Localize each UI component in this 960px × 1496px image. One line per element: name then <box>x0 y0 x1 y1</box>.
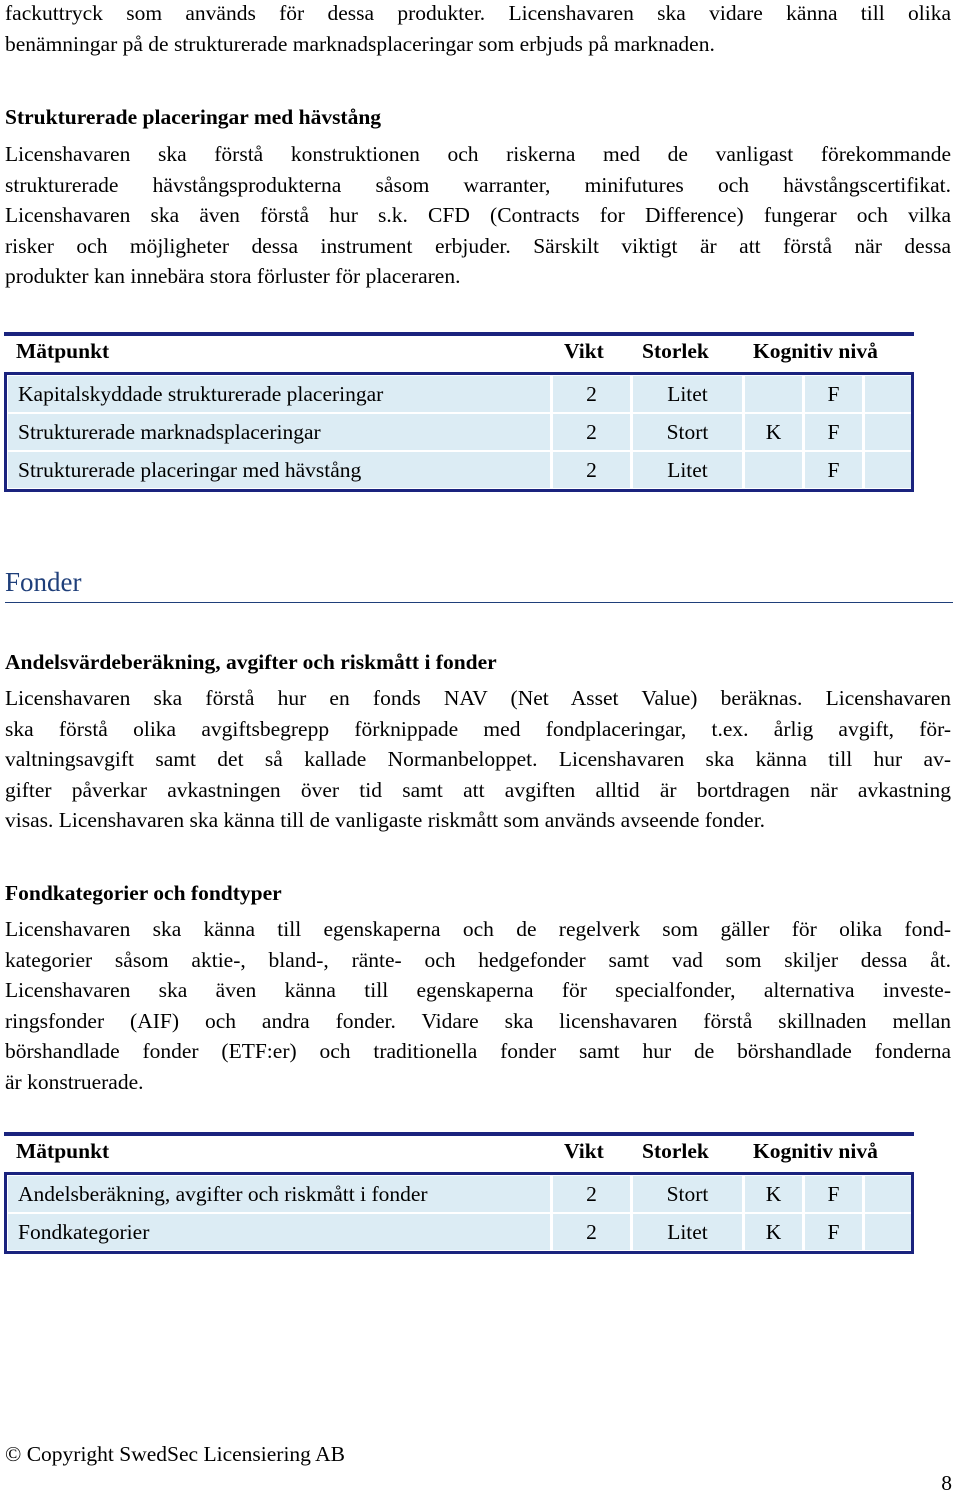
cell-matpunkt: Strukturerade placeringar med hävstång <box>8 452 550 488</box>
cell-empty <box>865 414 911 450</box>
table-row <box>7 451 911 489</box>
text-line: risker och möjligheter dessa instrument erbjuder. Särskilt viktigt är att förstå när dessa <box>5 233 951 258</box>
table-header <box>4 1132 914 1172</box>
text-line: ska förstå olika avgiftsbegrepp förknippade med fondplaceringar, t.ex. årlig avgift, för- <box>5 716 951 741</box>
header-vikt: Vikt <box>564 339 604 363</box>
header-matpunkt: Mätpunkt <box>16 1139 110 1163</box>
cell-empty <box>865 452 911 488</box>
table-row <box>7 1213 911 1251</box>
cell-kognitiv-k: K <box>745 1214 802 1250</box>
cell-kognitiv-f: F <box>805 1176 862 1212</box>
table-body <box>4 372 914 492</box>
measurement-table-2 <box>4 1132 914 1254</box>
header-kognitiv: Kognitiv nivå <box>753 339 878 363</box>
cell-empty <box>865 1214 911 1250</box>
table-body <box>4 1172 914 1254</box>
cell-kognitiv-k: K <box>745 1176 802 1212</box>
cell-kognitiv-f: F <box>805 414 862 450</box>
cell-kognitiv-k <box>745 452 802 488</box>
header-storlek: Storlek <box>642 1139 709 1163</box>
section-heading-nav: Andelsvärdeberäkning, avgifter och riskmått i fonder <box>5 650 497 674</box>
measurement-table-1 <box>4 332 914 492</box>
cell-kognitiv-f: F <box>805 376 862 412</box>
cell-empty <box>865 376 911 412</box>
copyright-notice: © Copyright SwedSec Licensiering AB <box>5 1442 345 1466</box>
cell-matpunkt: Kapitalskyddade strukturerade placeringar <box>8 376 550 412</box>
table-row <box>7 375 911 413</box>
cell-vikt: 2 <box>553 414 630 450</box>
text-line: visas. Licenshavaren ska känna till de vanligaste riskmått som används avseende fonder. <box>5 808 766 833</box>
cell-vikt: 2 <box>553 1176 630 1212</box>
fondkategorier-paragraph <box>5 914 951 1098</box>
cell-empty <box>865 1176 911 1212</box>
cell-vikt: 2 <box>553 1214 630 1250</box>
cell-storlek: Litet <box>633 1214 742 1250</box>
leverage-paragraph <box>5 139 951 292</box>
text-line: ringsfonder (AIF) och andra fonder. Vidare ska licenshavaren förstå skillnaden mellan <box>5 1008 951 1033</box>
header-storlek: Storlek <box>642 339 709 363</box>
cell-storlek: Litet <box>633 376 742 412</box>
text-line: gifter påverkar avkastningen över tid samt att avgiften alltid är bortdragen när avkastning <box>5 777 951 802</box>
text-line: börshandlade fonder (ETF:er) och traditionella fonder samt hur de börshandlade fonderna <box>5 1039 951 1064</box>
text-line: benämningar på de strukturerade marknadsplaceringar som erbjuds på marknaden. <box>5 31 715 56</box>
header-kognitiv: Kognitiv nivå <box>753 1139 878 1163</box>
text-line: fackuttryck som används för dessa produkter. Licenshavaren ska vidare känna till olika <box>5 1 951 25</box>
section-heading-fondkategorier: Fondkategorier och fondtyper <box>5 881 282 905</box>
text-line: valtningsavgift samt det så kallade Normanbeloppet. Licenshavaren ska känna till hur av- <box>5 747 951 772</box>
cell-vikt: 2 <box>553 376 630 412</box>
cell-matpunkt: Strukturerade marknadsplaceringar <box>8 414 550 450</box>
cell-storlek: Litet <box>633 452 742 488</box>
text-line: Licenshavaren ska känna till egenskaperna och de regelverk som gäller för olika fond- <box>5 917 951 941</box>
cell-matpunkt: Fondkategorier <box>8 1214 550 1250</box>
text-line: produkter kan innebära stora förluster för placeraren. <box>5 264 461 289</box>
cell-matpunkt: Andelsberäkning, avgifter och riskmått i fonder <box>8 1176 550 1212</box>
table-row <box>7 413 911 451</box>
cell-kognitiv-f: F <box>805 452 862 488</box>
header-vikt: Vikt <box>564 1139 604 1163</box>
text-line: Licenshavaren ska förstå hur en fonds NAV (Net Asset Value) beräknas. Licenshavaren <box>5 686 951 710</box>
text-line: strukturerade hävstångsprodukterna såsom warranter, minifutures och hävstångscertifikat. <box>5 172 951 197</box>
text-line: Licenshavaren ska förstå konstruktionen och riskerna med de vanligast förekommande <box>5 142 951 166</box>
text-line: är konstruerade. <box>5 1069 144 1094</box>
cell-kognitiv-f: F <box>805 1214 862 1250</box>
intro-paragraph <box>5 0 951 59</box>
cell-storlek: Stort <box>633 1176 742 1212</box>
text-line: kategorier såsom aktie-, bland-, ränte- och hedgefonder samt vad som skiljer dessa åt. <box>5 947 951 972</box>
nav-paragraph <box>5 683 951 836</box>
table-header <box>4 332 914 372</box>
cell-vikt: 2 <box>553 452 630 488</box>
text-line: Licenshavaren ska även förstå hur s.k. CFD (Contracts for Difference) fungerar och vilka <box>5 203 951 228</box>
cell-kognitiv-k <box>745 376 802 412</box>
cell-storlek: Stort <box>633 414 742 450</box>
chapter-title-fonder: Fonder <box>5 564 953 603</box>
header-matpunkt: Mätpunkt <box>16 339 110 363</box>
page-number: 8 <box>941 1471 952 1495</box>
section-heading-leverage: Strukturerade placeringar med hävstång <box>5 105 382 129</box>
text-line: Licenshavaren ska även känna till egenskaperna för specialfonder, alternativa investe- <box>5 978 951 1003</box>
cell-kognitiv-k: K <box>745 414 802 450</box>
table-row <box>7 1175 911 1213</box>
